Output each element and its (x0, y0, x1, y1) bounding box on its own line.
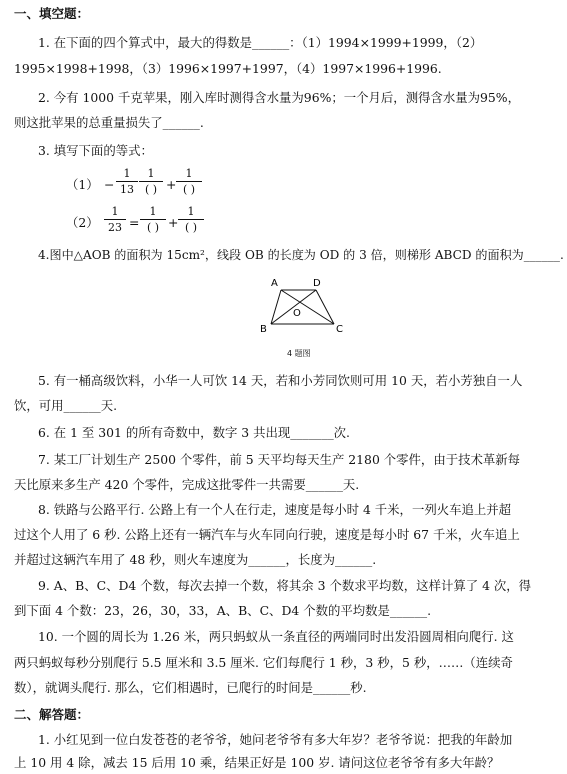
q4-text: 4.图中△AOB 的面积为 15cm²，线段 OB 的长度为 OD 的 3 倍，则梯形 ABCD 的面积为______. (38, 248, 564, 262)
section-title-solve: 二、解答题： (14, 707, 90, 722)
q1-line2: 1995×1998+1998，（3）1996×1997+1997，（4）1997×1996+1996. (14, 61, 442, 76)
trapezoid-figure (258, 276, 358, 340)
fraction-numerator: 1 (149, 205, 157, 218)
fraction-numerator: 1 (187, 205, 195, 218)
label-c: C (336, 324, 343, 335)
q3-p2-equals: = (129, 215, 140, 230)
section-title-fill-in: 一、填空题： (14, 6, 90, 21)
q8-line2: 过这个人用了 6 秒. 公路上还有一辆汽车与火车同向行驶，速度是每小时 67 千米，火车追上 (14, 527, 520, 542)
q2-line1: 2. 今有 1000 千克苹果，刚入库时测得含水量为96%；一个月后，测得含水量为95%， (38, 90, 520, 105)
diagonal-ac (281, 290, 334, 324)
label-d: D (313, 278, 321, 289)
q3-p1-fraction-3 (176, 167, 202, 197)
q3-p2-label: （2） (66, 215, 99, 230)
q3-p1-label: （1） (66, 177, 99, 192)
segment-ab (271, 290, 281, 324)
a1-line1: 1. 小红见到一位白发苍苍的老爷爷，她问老爷爷有多大年岁？老爷爷说：把我的年龄加 (38, 732, 513, 747)
q3-p1-plus: + (166, 177, 177, 192)
fraction-denominator: ( ) (144, 183, 158, 196)
fraction-denominator: ( ) (182, 183, 196, 196)
q10-line2: 两只蚂蚁每秒分别爬行 5.5 厘米和 3.5 厘米. 它们每爬行 1 秒，3 秒，5 秒，……（连续奇 (14, 655, 513, 670)
q3-p1-fraction-1 (116, 167, 138, 197)
fraction-numerator: 1 (111, 205, 119, 218)
a1-line2: 上 10 用 4 除，减去 15 后用 10 乘，结果正好是 100 岁. 请问这位老爷爷有多大年龄？ (14, 755, 500, 770)
q6-text: 6. 在 1 至 301 的所有奇数中，数字 3 共出现_______次. (38, 425, 350, 440)
q10-line1: 10. 一个圆的周长为 1.26 米，两只蚂蚁从一条直径的两端同时出发沿圆周相向爬行. 这 (38, 629, 514, 644)
fraction-numerator: 1 (123, 167, 131, 180)
q9-line1: 9. A、B、C、D4 个数，每次去掉一个数，将其余 3 个数求平均数，这样计算了 4 次，得 (38, 578, 532, 593)
fraction-numerator: 1 (185, 167, 193, 180)
q3-p1-minus: − (104, 177, 115, 192)
q7-line1: 7. 某工厂计划生产 2500 个零件，前 5 天平均每天生产 2180 个零件，由于技术革新每 (38, 452, 521, 467)
q3-p2-plus: + (168, 215, 179, 230)
q8-line3: 并超过这辆汽车用了 48 秒，则火车速度为______，长度为______. (14, 552, 377, 567)
q5-line1: 5. 有一桶高级饮料，小华一人可饮 14 天，若和小芳同饮则可用 10 天，若小芳独自一人 (38, 373, 523, 388)
segment-dc (316, 290, 334, 324)
fraction-denominator: ( ) (184, 221, 198, 234)
q3-p2-fraction-1 (104, 205, 126, 235)
label-a: A (271, 278, 278, 289)
q5-line2: 饮，可用______天. (14, 398, 118, 413)
fraction-denominator: ( ) (146, 221, 160, 234)
q2-line2: 则这批苹果的总重量损失了______. (14, 115, 204, 130)
q8-line1: 8. 铁路与公路平行. 公路上有一个人在行走，速度是每小时 4 千米，一列火车追上并超 (38, 502, 512, 517)
fraction-numerator: 1 (147, 167, 155, 180)
q7-line2: 天比原来多生产 420 个零件，完成这批零件一共需要______天. (14, 477, 360, 492)
label-o: O (293, 308, 301, 319)
q3-p2-fraction-3 (178, 205, 204, 235)
fraction-denominator: 23 (108, 221, 122, 234)
label-b: B (260, 324, 267, 335)
q10-line3: 数），就调头爬行. 那么，它们相遇时，已爬行的时间是______秒. (14, 680, 367, 695)
q3-p2-fraction-2 (140, 205, 166, 235)
q1-line1: 1. 在下面的四个算式中，最大的得数是______：（1）1994×1999+1999，（2） (38, 35, 483, 50)
fraction-denominator: 13 (120, 183, 134, 196)
q9-line2: 到下面 4 个数：23，26，30，33，A、B、C、D4 个数的平均数是______. (14, 603, 432, 618)
figure-caption: 4 题图 (287, 349, 311, 358)
q3-p1-fraction-2 (139, 167, 163, 197)
q3-intro: 3. 填写下面的等式： (38, 143, 153, 158)
